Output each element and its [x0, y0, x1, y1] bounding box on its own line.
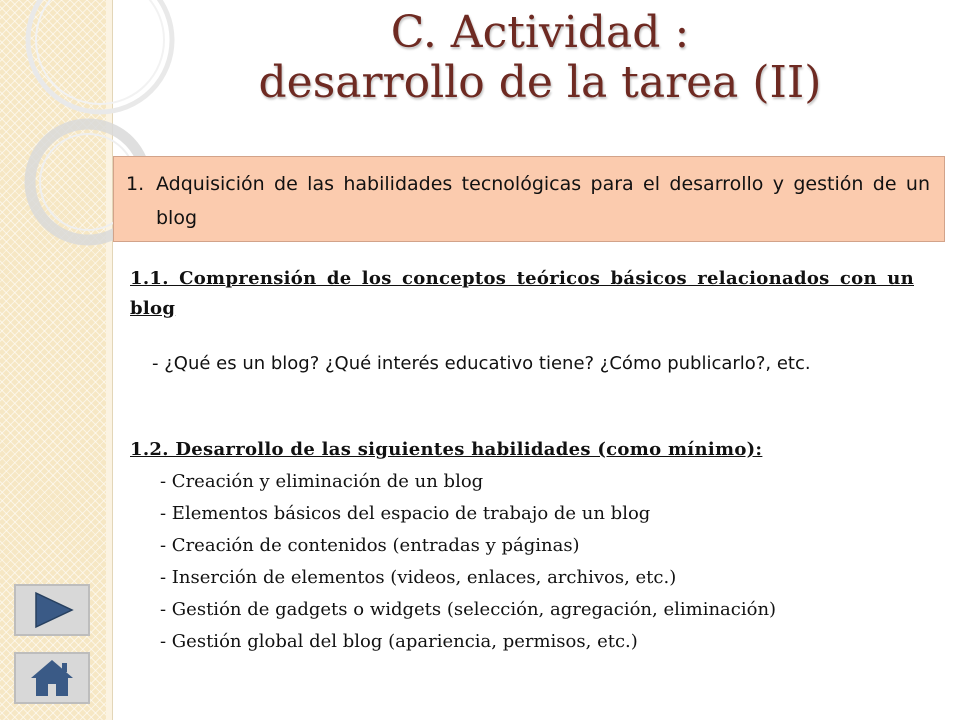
list-item: - Gestión de gadgets o widgets (selección, agregación, eliminación) [160, 599, 777, 620]
section-1-text: - ¿Qué es un blog? ¿Qué interés educativo tiene? ¿Cómo publicarlo?, etc. [152, 353, 811, 374]
list-item: - Elementos básicos del espacio de trabajo de un blog [160, 503, 651, 524]
home-button[interactable] [14, 652, 90, 704]
next-slide-button[interactable] [14, 584, 90, 636]
objective-number: 1. [126, 173, 145, 195]
objective-box [113, 156, 945, 242]
list-item: - Gestión global del blog (apariencia, permisos, etc.) [160, 631, 638, 652]
house-icon [26, 657, 78, 699]
list-item: - Creación y eliminación de un blog [160, 471, 484, 492]
play-triangle-icon [26, 590, 78, 630]
section-2-heading: 1.2. Desarrollo de las siguientes habilidades (como mínimo): [130, 439, 763, 460]
section-1-heading: 1.1. Comprensión de los conceptos teóricos básicos relacionados con un blog [130, 268, 914, 319]
list-item: - Creación de contenidos (entradas y páginas) [160, 535, 580, 556]
title-line-2: desarrollo de la tarea (II) [258, 57, 822, 108]
list-item: - Inserción de elementos (videos, enlaces, archivos, etc.) [160, 567, 677, 588]
title-line-1: C. Actividad : [390, 7, 690, 58]
objective-text: Adquisición de las habilidades tecnológicas para el desarrollo y gestión de un blog [156, 173, 930, 229]
slide-title [120, 8, 960, 108]
skills-list [160, 466, 830, 658]
